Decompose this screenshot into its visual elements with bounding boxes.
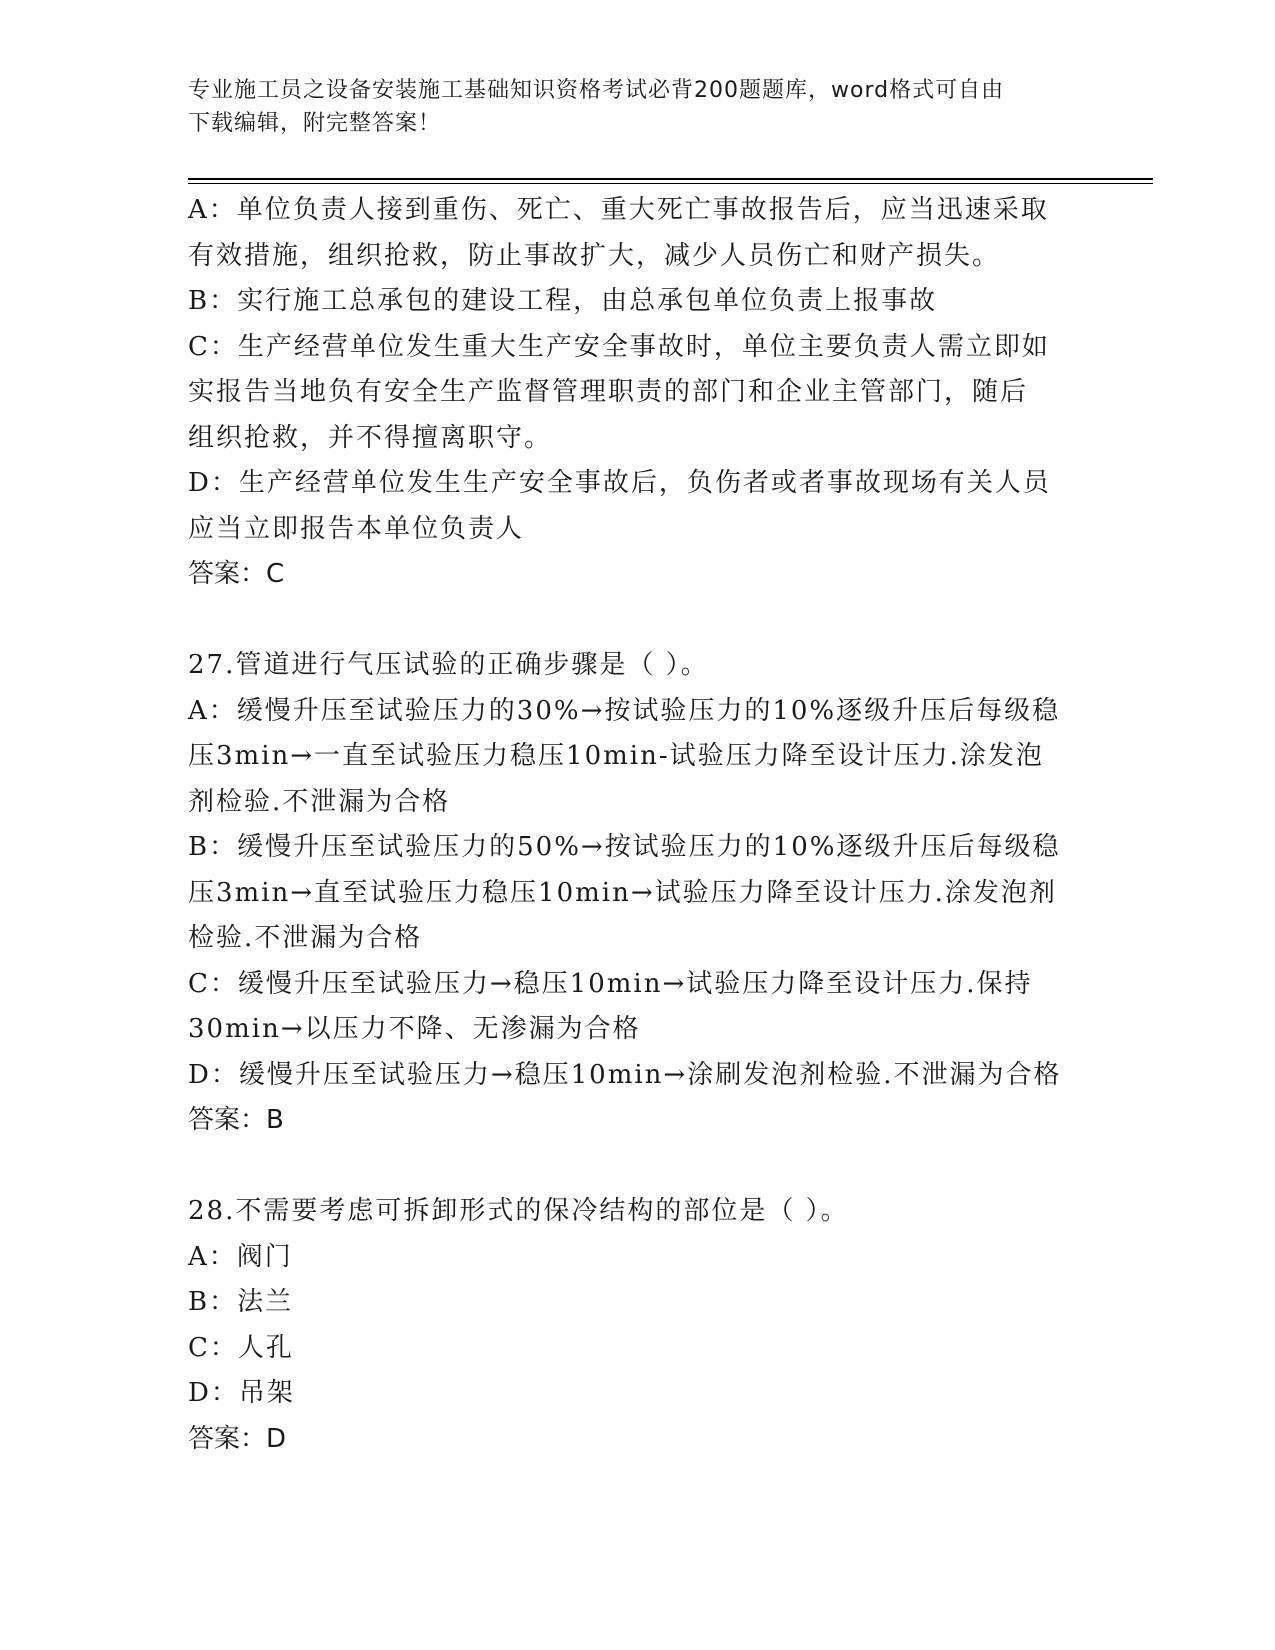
header-line-2: 下载编辑，附完整答案！	[188, 111, 442, 136]
option-line: B：缓慢升压至试验压力的50%→按试验压力的10%逐级升压后每级稳	[188, 832, 1061, 862]
option-line: 组织抢救，并不得擅离职守。	[188, 422, 553, 453]
header-divider-thin	[188, 183, 1153, 184]
option-d: D：吊架	[188, 1378, 295, 1408]
option-line: A：单位负责人接到重伤、死亡、重大死亡事故报告后，应当迅速采取	[188, 195, 1049, 225]
spacer	[188, 598, 1128, 644]
option-line: 有效措施，组织抢救，防止事故扩大，减少人员伤亡和财产损失。	[188, 240, 1001, 271]
option-b: B：法兰	[188, 1287, 294, 1317]
option-line: D：缓慢升压至试验压力→稳压10min→涂刷发泡剂检验.不泄漏为合格	[188, 1059, 1062, 1090]
answer-label: 答案：D	[188, 1423, 287, 1454]
option-d	[188, 1053, 1128, 1099]
question-26	[188, 188, 1128, 598]
option-b	[188, 279, 1128, 325]
option-line: C：生产经营单位发生重大生产安全事故时，单位主要负责人需立即如	[188, 331, 1050, 362]
option-line: B：实行施工总承包的建设工程，由总承包单位负责上报事故	[188, 286, 938, 316]
option-line: 应当立即报告本单位负责人	[188, 513, 525, 544]
option-c: C：人孔	[188, 1332, 294, 1363]
option-b	[188, 825, 1128, 962]
header-divider-thick	[188, 178, 1153, 180]
answer-label: 答案：C	[188, 559, 285, 589]
option-d	[188, 461, 1128, 552]
question-text: 28.不需要考虑可拆卸形式的保冷结构的部位是（ ）。	[188, 1196, 849, 1226]
question-27	[188, 643, 1128, 1144]
question-28	[188, 1189, 1128, 1462]
option-line: 检验.不泄漏为合格	[188, 923, 423, 953]
option-line: C：缓慢升压至试验压力→稳压10min→试验压力降至设计压力.保持	[188, 968, 1033, 999]
option-line: 剂检验.不泄漏为合格	[188, 786, 451, 817]
option-a: A：阀门	[188, 1241, 293, 1272]
option-c	[188, 325, 1128, 462]
header-line-1: 专业施工员之设备安装施工基础知识资格考试必背200题题库，word格式可自由	[188, 78, 1005, 103]
option-line: 压3min→一直至试验压力稳压10min-试验压力降至设计压力.涂发泡	[188, 741, 1044, 771]
document-header	[188, 74, 1088, 140]
document-body	[188, 188, 1128, 1462]
answer-label: 答案：B	[188, 1105, 284, 1135]
option-a	[188, 689, 1128, 826]
option-line: D：生产经营单位发生生产安全事故后，负伤者或者事故现场有关人员	[188, 468, 1051, 498]
option-line: 压3min→直至试验压力稳压10min→试验压力降至设计压力.涂发泡剂	[188, 877, 1057, 908]
option-a	[188, 188, 1128, 279]
option-line: A：缓慢升压至试验压力的30%→按试验压力的10%逐级升压后每级稳	[188, 695, 1061, 726]
question-text: 27.管道进行气压试验的正确步骤是（ ）。	[188, 650, 709, 680]
option-line: 实报告当地负有安全生产监督管理职责的部门和企业主管部门，随后	[188, 377, 1029, 407]
option-c	[188, 962, 1128, 1053]
spacer	[188, 1144, 1128, 1190]
option-line: 30min→以压力不降、无渗漏为合格	[188, 1014, 641, 1044]
